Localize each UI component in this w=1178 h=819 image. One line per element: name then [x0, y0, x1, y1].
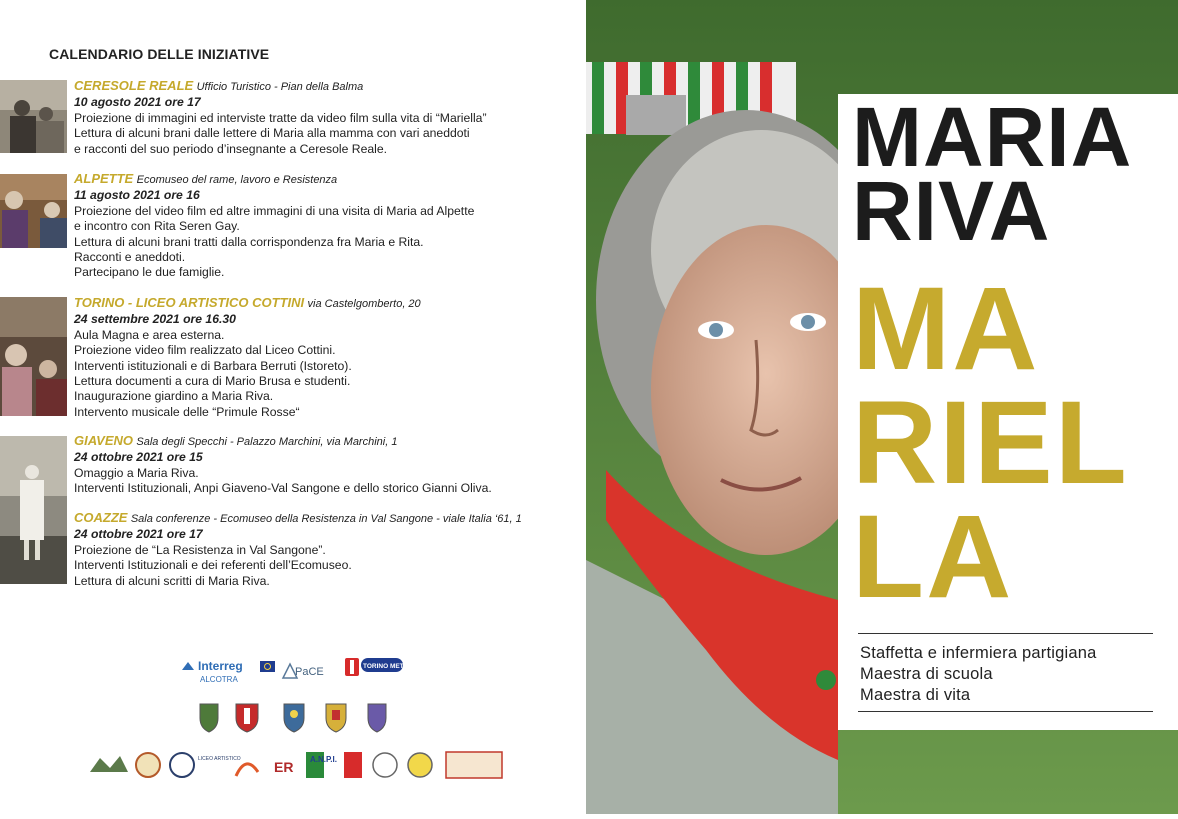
- coat-of-arms-row: [196, 700, 396, 740]
- coat-of-arms-chieri-icon: [284, 704, 304, 732]
- coat-of-arms-coazze-icon: [326, 704, 346, 732]
- event-date: 24 settembre 2021 ore 16.30: [74, 312, 236, 327]
- divider-bottom: [858, 711, 1153, 712]
- nickname-line1: MA: [852, 263, 1040, 395]
- coat-of-arms-ceresole-icon: [236, 704, 258, 732]
- subtitle-line: Staffetta e infermiera partigiana: [860, 644, 1097, 662]
- event-line: Intervento musicale delle “Primule Rosse“: [74, 404, 300, 419]
- event-line: Lettura di alcuni brani dalle lettere di Maria alla mamma con vari aneddoti: [74, 126, 470, 141]
- event-line: Interventi istituzionali e di Barbara Berruti (Istoreto).: [74, 358, 352, 373]
- event-line: e incontro con Rita Seren Gay.: [74, 219, 240, 234]
- round-badge-icon: [408, 753, 432, 777]
- event-place: GIAVENO: [74, 433, 133, 448]
- event-line: Proiezione video film realizzato dal Liceo Cottini.: [74, 343, 336, 358]
- event-line: e racconti del suo periodo d’insegnante a Ceresole Reale.: [74, 141, 388, 156]
- event-line: Lettura documenti a cura di Mario Brusa e studenti.: [74, 374, 351, 389]
- liceo-text: LICEO ARTISTICO: [198, 756, 241, 762]
- alcotra-text: ALCOTRA: [200, 675, 238, 684]
- event-date: 10 agosto 2021 ore 17: [74, 95, 201, 110]
- event-ceresole: [74, 78, 487, 157]
- event-place: ALPETTE: [74, 171, 134, 186]
- ecomuseo-logo-icon: [90, 756, 128, 772]
- torino-text: TORINO METROPOLI: [363, 663, 429, 670]
- anpi-logo-icon: [306, 752, 362, 778]
- cover-subtitle: [860, 643, 1097, 706]
- pace-logo: [281, 658, 333, 682]
- event-coazze: [74, 510, 522, 589]
- anpi-text: A.N.P.I.: [310, 755, 337, 764]
- photo-torino: [0, 297, 67, 416]
- photo-ceresole: [0, 80, 67, 153]
- nickname-heading: [852, 263, 1129, 623]
- subtitle-line: Maestra di scuola: [860, 665, 993, 683]
- round-seal-icon: [373, 753, 397, 777]
- event-line: Lettura di alcuni brani tratti dalla corrispondenza fra Maria e Rita.: [74, 234, 424, 249]
- event-line: Proiezione de “La Resistenza in Val Sangone”.: [74, 542, 326, 557]
- calendar-title: CALENDARIO DELLE INIZIATIVE: [49, 46, 270, 62]
- interreg-text: Interreg: [198, 659, 243, 673]
- name-line1: MARIA: [852, 90, 1133, 184]
- nickname-line3: LA: [852, 491, 1014, 623]
- event-line: Partecipano le due famiglie.: [74, 265, 225, 280]
- event-line: Omaggio a Maria Riva.: [74, 465, 199, 480]
- event-line: Proiezione del video film ed altre immagini di una visita di Maria ad Alpette: [74, 203, 475, 218]
- event-line: Proiezione di immagini ed interviste tratte da video film sulla vita di “Mariella”: [74, 110, 487, 125]
- event-line: Racconti e aneddoti.: [74, 250, 186, 265]
- calendar-page: [0, 0, 586, 814]
- subtitle-line: Maestra di vita: [860, 686, 971, 704]
- event-line: Aula Magna e area esterna.: [74, 327, 225, 342]
- event-place: TORINO - LICEO ARTISTICO COTTINI: [74, 295, 305, 310]
- svg-text:ER: ER: [274, 759, 294, 775]
- resistenti-logo-icon: [446, 752, 502, 778]
- name-heading: [852, 90, 1133, 258]
- event-giaveno: [74, 433, 492, 497]
- coat-of-arms-giaveno-icon: [368, 704, 386, 732]
- partner-logos-row: [90, 750, 510, 802]
- event-place: COAZZE: [74, 510, 128, 525]
- swirl-logo-icon: [236, 764, 258, 776]
- event-venue: Sala degli Specchi - Palazzo Marchini, via Marchini, 1: [136, 436, 398, 448]
- nickname-line2: RIEL: [852, 377, 1129, 509]
- event-venue: Sala conferenze - Ecomuseo della Resistenza in Val Sangone - viale Italia ‘61, 1: [130, 513, 522, 525]
- event-date: 11 agosto 2021 ore 16: [74, 188, 200, 203]
- event-line: Interventi Istituzionali, Anpi Giaveno-Val Sangone e dello storico Gianni Oliva.: [74, 481, 492, 496]
- interreg-logo: [180, 656, 278, 686]
- event-venue: via Castelgomberto, 20: [307, 298, 421, 310]
- event-date: 24 ottobre 2021 ore 15: [74, 450, 203, 465]
- photo-alpette: [0, 174, 67, 248]
- event-line: Interventi Istituzionali e dei referenti dell’Ecomuseo.: [74, 558, 352, 573]
- torino-metropoli-logo: [345, 656, 429, 682]
- event-torino: [74, 295, 421, 420]
- event-venue: Ufficio Turistico - Pian della Balma: [196, 81, 364, 93]
- pace-text: PaCE: [295, 666, 324, 678]
- name-line2: RIVA: [852, 164, 1051, 258]
- photo-giaveno: [0, 436, 67, 584]
- event-line: Inaugurazione giardino a Maria Riva.: [74, 389, 274, 404]
- event-line: Lettura di alcuni scritti di Maria Riva.: [74, 573, 270, 588]
- liceo-logo-icon: [170, 753, 241, 777]
- event-alpette: [74, 171, 474, 281]
- event-place: CERESOLE REALE: [74, 78, 194, 93]
- coat-of-arms-alpette-icon: [200, 704, 218, 732]
- divider-top: [858, 633, 1153, 634]
- sponsor-logos: [0, 650, 586, 814]
- event-date: 24 ottobre 2021 ore 17: [74, 527, 203, 542]
- event-venue: Ecomuseo del rame, lavoro e Resistenza: [136, 174, 338, 186]
- er-logo-icon: [274, 759, 293, 775]
- circle-logo-icon: [136, 753, 160, 777]
